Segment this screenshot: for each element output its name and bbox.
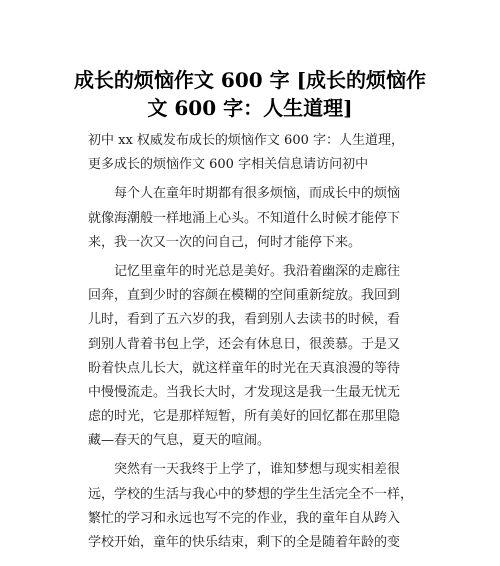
text-line: 藏—春天的气息，夏天的喧闹。 — [88, 433, 271, 449]
text-line: 儿时，看到了五六岁的我，看到别人去读书的时候，看 — [88, 312, 401, 328]
paragraph-3 — [88, 458, 413, 555]
text-line: 繁忙的学习和永远也写不完的作业，我的童年自从跨入 — [88, 510, 401, 526]
text-line: 学校开始，童年的快乐结束，剩下的全是随着年龄的变 — [88, 535, 401, 550]
paragraph-1 — [88, 182, 413, 255]
text-line: 盼着快点儿长大，就这样童年的时光在天真浪漫的等待 — [88, 360, 401, 376]
text-line: 每个人在童年时期都有很多烦恼，而成长中的烦恼 — [88, 186, 401, 202]
text-line: 突然有一天我终于上学了，谁知梦想与现实相差很 — [88, 462, 401, 478]
text-line: 就像海潮般一样地涌上心头。不知道什么时候才能停下 — [88, 210, 401, 226]
text-line: 来，我一次又一次的问自己，何时才能停下来。 — [88, 234, 362, 250]
intro-paragraph — [88, 129, 413, 177]
text-line: 中慢慢流走。当我长大时，才发现这是我一生最无忧无 — [88, 384, 401, 400]
document-body — [88, 129, 413, 555]
text-line: 更多成长的烦恼作文 600 字相关信息请访问初中 — [88, 157, 369, 173]
text-line: 远，学校的生活与我心中的梦想的学生生活完全不一样， — [88, 486, 413, 502]
title-line-1: 成长的烦恼作文 600 字 [成长的烦恼作 — [73, 68, 427, 92]
paragraph-2 — [88, 260, 413, 454]
text-line: 记忆里童年的时光总是美好。我沿着幽深的走廊往 — [88, 263, 401, 279]
text-line: 初中 xx 权威发布成长的烦恼作文 600 字：人生道理， — [88, 133, 405, 148]
title-line-2: 文 600 字：人生道理] — [147, 96, 353, 120]
text-line: 到别人背着书包上学，还会有休息日，很羡慕。于是又 — [88, 336, 401, 352]
document-title — [60, 66, 440, 122]
text-line: 虑的时光，它是那样短暂，所有美好的回忆都在那里隐 — [88, 409, 401, 425]
text-line: 回奔，直到少时的容颜在模糊的空间重新绽放。我回到 — [88, 288, 401, 304]
